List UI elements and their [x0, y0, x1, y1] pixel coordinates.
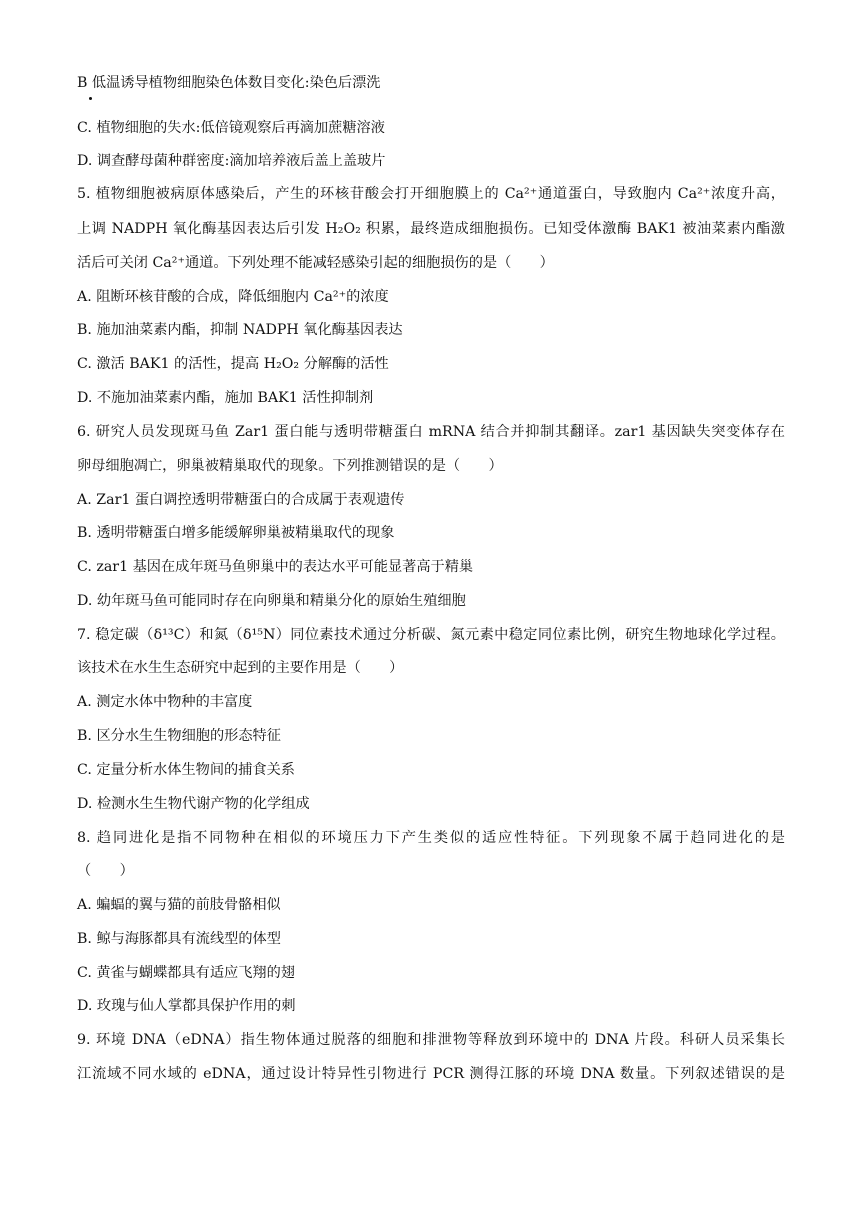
question-6-line-2: 卵母细胞凋亡，卵巢被精巢取代的现象。下列推测错误的是（ ）	[77, 458, 503, 474]
question-5-line-3: 活后可关闭 Ca²⁺通道。下列处理不能减轻感染引起的细胞损伤的是（ ）	[77, 255, 554, 271]
question-7-option-b: B. 区分水生生物细胞的形态特征	[77, 728, 281, 744]
question-8-option-a: A. 蝙蝠的翼与猫的前肢骨骼相似	[77, 897, 281, 913]
question-7-line-2: 该技术在水生生态研究中起到的主要作用是（ ）	[77, 660, 404, 676]
option-c-previous-question: C. 植物细胞的失水:低倍镜观察后再滴加蔗糖溶液	[77, 120, 385, 136]
question-5-option-d: D. 不施加油菜素内酯，施加 BAK1 活性抑制剂	[77, 390, 374, 406]
question-6-line-1: 6. 研究人员发现斑马鱼 Zar1 蛋白能与透明带糖蛋白 mRNA 结合并抑制其翻译。zar1 基因缺失突变体存在	[77, 424, 785, 440]
question-6-option-b: B. 透明带糖蛋白增多能缓解卵巢被精巢取代的现象	[77, 525, 395, 541]
question-8-option-d: D. 玫瑰与仙人掌都具保护作用的刺	[77, 998, 296, 1014]
question-8-line-1: 8. 趋同进化是指不同物种在相似的环境压力下产生类似的适应性特征。下列现象不属于趋同进化的是	[77, 830, 785, 846]
question-6-option-a: A. Zar1 蛋白调控透明带糖蛋白的合成属于表观遗传	[77, 492, 405, 508]
question-6-option-c: C. zar1 基因在成年斑马鱼卵巢中的表达水平可能显著高于精巢	[77, 559, 474, 575]
stray-dot-mark	[89, 97, 92, 100]
question-8-option-b: B. 鲸与海豚都具有流线型的体型	[77, 931, 281, 947]
option-d-previous-question: D. 调查酵母菌种群密度:滴加培养液后盖上盖玻片	[77, 153, 386, 169]
question-6-option-d: D. 幼年斑马鱼可能同时存在向卵巢和精巢分化的原始生殖细胞	[77, 593, 466, 609]
option-b-previous-question: B 低温诱导植物细胞染色体数目变化:染色后漂洗	[77, 75, 381, 91]
question-8-line-2: （ ）	[77, 863, 134, 879]
question-7-option-c: C. 定量分析水体生物间的捕食关系	[77, 762, 295, 778]
question-7-option-d: D. 检测水生生物代谢产物的化学组成	[77, 796, 310, 812]
question-9-line-2: 江流域不同水域的 eDNA，通过设计特异性引物进行 PCR 测得江豚的环境 DNA 数量。下列叙述错误的是	[77, 1066, 785, 1082]
question-7-line-1: 7. 稳定碳（δ¹³C）和氮（δ¹⁵N）同位素技术通过分析碳、氮元素中稳定同位素比例，研究生物地球化学过程。	[77, 627, 785, 643]
question-5-option-c: C. 激活 BAK1 的活性，提高 H₂O₂ 分解酶的活性	[77, 356, 389, 372]
question-8-option-c: C. 黄雀与蝴蝶都具有适应飞翔的翅	[77, 965, 295, 981]
question-5-option-b: B. 施加油菜素内酯，抑制 NADPH 氧化酶基因表达	[77, 322, 403, 338]
question-5-line-1: 5. 植物细胞被病原体感染后，产生的环核苷酸会打开细胞膜上的 Ca²⁺通道蛋白，导致胞内 Ca²⁺浓度升高，	[77, 186, 785, 202]
question-9-line-1: 9. 环境 DNA（eDNA）指生物体通过脱落的细胞和排泄物等释放到环境中的 DNA 片段。科研人员采集长	[77, 1032, 785, 1048]
question-7-option-a: A. 测定水体中物种的丰富度	[77, 694, 253, 710]
question-5-line-2: 上调 NADPH 氧化酶基因表达后引发 H₂O₂ 积累，最终造成细胞损伤。已知受体激酶 BAK1 被油菜素内酯激	[77, 221, 785, 237]
question-5-option-a: A. 阻断环核苷酸的合成，降低细胞内 Ca²⁺的浓度	[77, 289, 389, 305]
